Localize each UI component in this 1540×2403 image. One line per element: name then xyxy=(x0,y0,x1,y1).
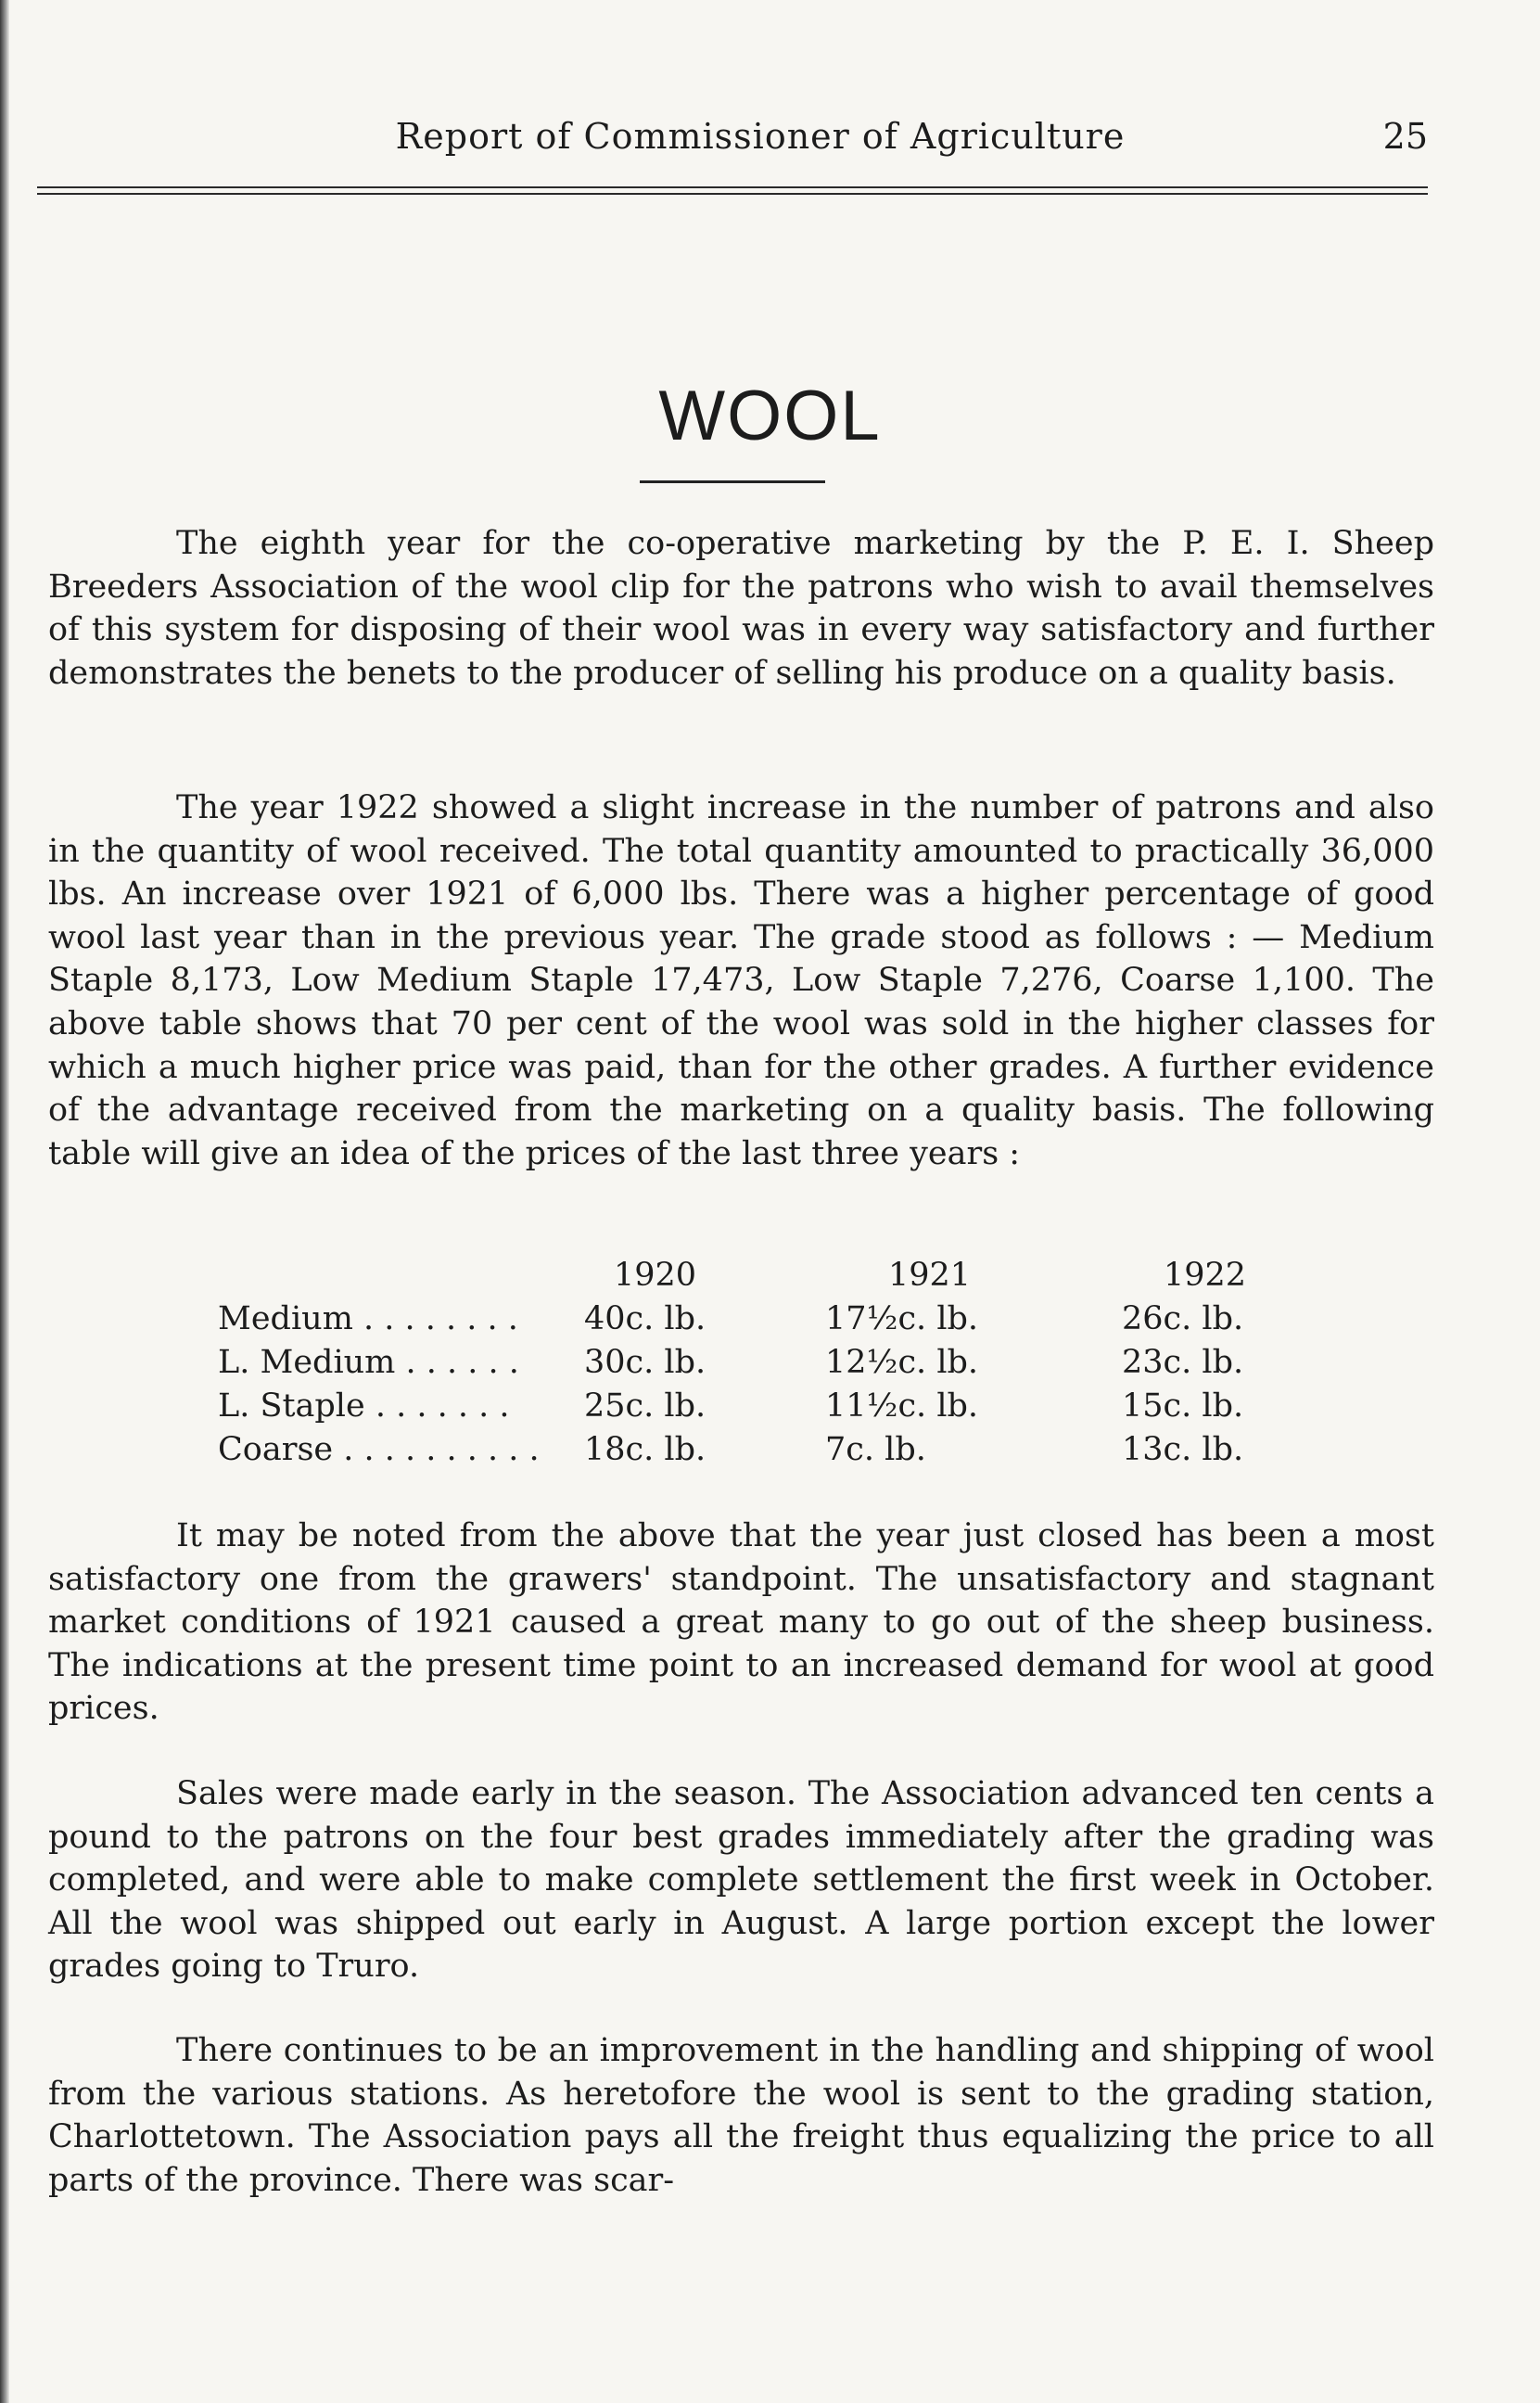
price-1921: 17½c. lb. xyxy=(825,1300,979,1337)
paragraph-2: The year 1922 showed a slight increase in the number of patrons and also in the quantity of wool received. The total quantity amounted to practically 36,000 lbs. An increase over 1921 of 6,000 lbs. There was a higher percentage of good wool last year than in the previous year. The grade stood as follows : — Medium Staple 8,173, Low Medium Staple 17,473, Low Staple 7,276, Coarse 1,100. The above table shows that 70 per cent of the wool was sold in the higher classes for which a much higher price was paid, than for the other grades. A further evidence of the advantage received from the marketing on a quality basis. The following table will give an idea of the prices of the last three years : xyxy=(48,789,1434,1172)
paragraph-3: It may be noted from the above that the year just closed has been a most satisfactory one from the grawers' standpoint. The unsatisfactory and stagnant market conditions of 1921 caused a great many to go out of the sheep business. The indications at the present time point to an increased demand for wool at good prices. xyxy=(48,1517,1434,1728)
price-1922: 23c. lb. xyxy=(1122,1344,1244,1381)
header-rule-top xyxy=(37,186,1428,188)
header-rule-bottom xyxy=(37,193,1428,195)
price-1920: 40c. lb. xyxy=(584,1300,706,1337)
table-row xyxy=(213,1428,1289,1472)
column-header-1922: 1922 xyxy=(1164,1257,1247,1294)
title-underline xyxy=(640,480,825,483)
price-1920: 30c. lb. xyxy=(584,1344,706,1381)
price-1922: 13c. lb. xyxy=(1122,1431,1244,1468)
price-1921: 7c. lb. xyxy=(825,1431,926,1468)
running-header xyxy=(37,116,1428,172)
table-row xyxy=(213,1341,1289,1385)
grade-label: L. Staple . . . . . . . xyxy=(218,1387,510,1425)
page-spine-shadow xyxy=(0,0,9,2403)
paragraph-5: There continues to be an improvement in the handling and shipping of wool from the various stations. As heretofore the wool is sent to the grading station, Charlottetown. The Association pays all the freight thus equalizing the price to all parts of the province. There was scar- xyxy=(48,2032,1434,2199)
price-table xyxy=(213,1254,1289,1472)
column-header-1921: 1921 xyxy=(888,1257,972,1294)
price-1921: 11½c. lb. xyxy=(825,1387,979,1425)
price-1920: 18c. lb. xyxy=(584,1431,706,1468)
table-row xyxy=(213,1385,1289,1428)
price-1921: 12½c. lb. xyxy=(825,1344,979,1381)
grade-label: Medium . . . . . . . . xyxy=(218,1300,518,1337)
price-1922: 26c. lb. xyxy=(1122,1300,1244,1337)
table-header-row xyxy=(213,1254,1289,1297)
paragraph-1: The eighth year for the co-operative marketing by the P. E. I. Sheep Breeders Association of the wool clip for the patrons who wish to avail themselves of this system for disposing of their wool was in every way satisfactory and further demonstrates the benets to the producer of selling his produce on a quality basis. xyxy=(48,525,1434,692)
section-title: WOOL xyxy=(658,377,882,455)
price-1922: 15c. lb. xyxy=(1122,1387,1244,1425)
grade-label: L. Medium . . . . . . xyxy=(218,1344,519,1381)
running-title: Report of Commissioner of Agriculture xyxy=(395,116,1126,157)
page-number: 25 xyxy=(1382,116,1428,157)
paragraph-4: Sales were made early in the season. The Association advanced ten cents a pound to the patrons on the four best grades immediately after the grading was completed, and were able to make complete settlement the first week in October. All the wool was shipped out early in August. A large portion except the lower grades going to Truro. xyxy=(48,1775,1434,1986)
table-row xyxy=(213,1297,1289,1341)
price-1920: 25c. lb. xyxy=(584,1387,706,1425)
grade-label: Coarse . . . . . . . . . . xyxy=(218,1431,540,1468)
column-header-1920: 1920 xyxy=(614,1257,697,1294)
